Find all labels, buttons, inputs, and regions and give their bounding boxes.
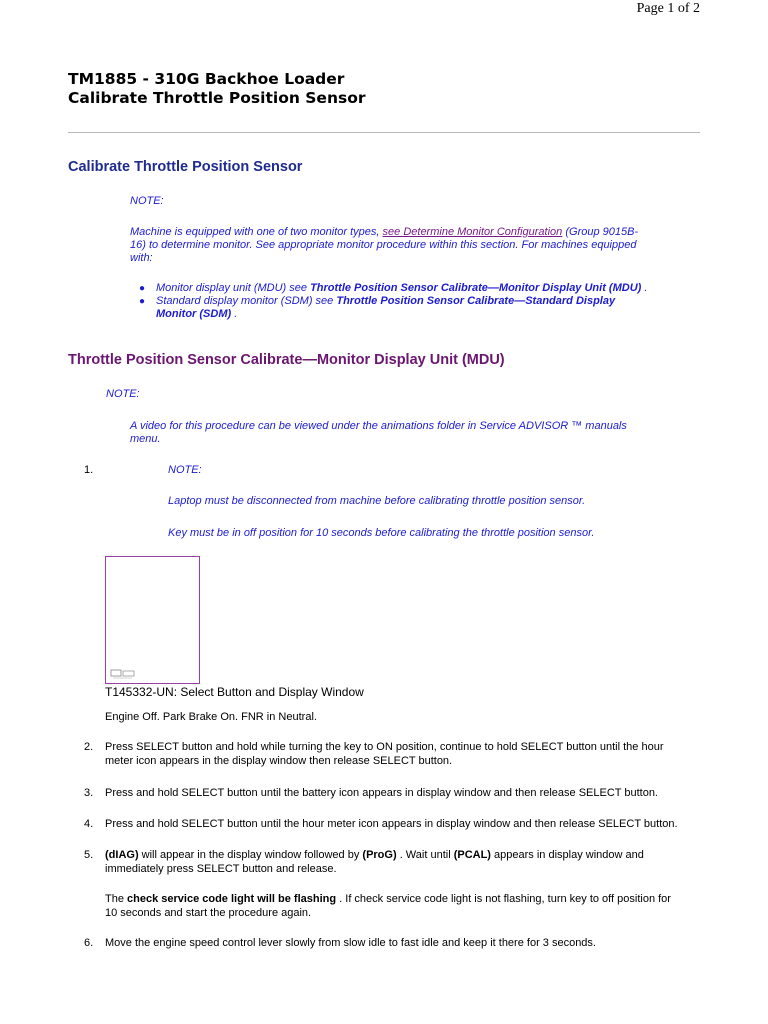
step-paragraph [105, 893, 705, 920]
bullet-text: Monitor display unit (MDU) see [156, 282, 311, 294]
sdm-procedure-link[interactable]: Throttle Position Sensor Calibrate—Standard Display [336, 295, 616, 307]
step-number: 1. [84, 464, 94, 476]
diag-code: (dIAG) [105, 849, 139, 861]
document-title-line1: TM1885 - 310G Backhoe Loader [68, 70, 345, 88]
step-fragment: will appear in the display window followed by [138, 849, 363, 861]
note-label: NOTE: [130, 195, 164, 207]
step-number: 5. [84, 849, 94, 861]
document-title-line2: Calibrate Throttle Position Sensor [68, 89, 366, 107]
monitor-note-intro: Machine is equipped with one of two monitor types, [130, 226, 383, 238]
step-number: 3. [84, 787, 94, 799]
key-note: Key must be in off position for 10 seconds before calibrating the throttle position sensor. [168, 527, 595, 539]
video-note [130, 420, 670, 446]
bullet-suffix: . [231, 308, 238, 320]
laptop-note: Laptop must be disconnected from machine before calibrating throttle position sensor. [168, 495, 586, 507]
step-line: immediately press SELECT button and release. [105, 862, 337, 875]
step-text [105, 849, 705, 876]
step-fragment: . Wait until [396, 849, 454, 861]
bullet-suffix: . [641, 282, 648, 294]
monitor-note-line3: with: [130, 252, 153, 264]
pre-step-text: Engine Off. Park Brake On. FNR in Neutral. [105, 711, 317, 723]
step-text: Press and hold SELECT button until the hour meter icon appears in display window and then release SELECT button. [105, 818, 678, 830]
pcal-code: (PCAL) [453, 849, 491, 861]
note-label: NOTE: [106, 388, 140, 400]
video-note-line2: menu. [130, 433, 161, 445]
bullet-text: Standard display monitor (SDM) see [156, 295, 337, 307]
monitor-type-list [128, 282, 656, 321]
mdu-procedure-link[interactable]: Throttle Position Sensor Calibrate—Monitor Display Unit (MDU) [310, 282, 642, 294]
video-note-line1: A video for this procedure can be viewed under the animations folder in Service ADVISOR ™ manuals [130, 420, 627, 432]
section-heading-mdu: Throttle Position Sensor Calibrate—Monitor Display Unit (MDU) [68, 352, 505, 368]
step-line: meter icon appears in the display window then release SELECT button. [105, 754, 453, 767]
section-heading-calibrate: Calibrate Throttle Position Sensor [68, 159, 303, 175]
figure-image [105, 556, 200, 684]
sdm-procedure-link-cont[interactable]: Monitor (SDM) [156, 308, 232, 320]
step-fragment: appears in display window and [490, 849, 644, 861]
title-divider [68, 132, 700, 133]
list-item [139, 295, 656, 321]
determine-monitor-link[interactable]: see Determine Monitor Configuration [382, 226, 563, 238]
step-fragment: . If check service code light is not flashing, turn key to off position for [336, 893, 671, 905]
monitor-note-line2: 16) to determine monitor. See appropriate monitor procedure within this section. For machines equipped [130, 239, 637, 251]
warning-text: check service code light will be flashing [127, 893, 337, 905]
bullet-icon: ● [139, 283, 146, 294]
note-label: NOTE: [168, 464, 202, 476]
list-item [139, 282, 656, 295]
step-number: 6. [84, 937, 94, 949]
step-text: Press and hold SELECT button until the battery icon appears in display window and then release SELECT button. [105, 787, 658, 799]
step-fragment: The [105, 893, 128, 905]
figure-caption: T145332-UN: Select Button and Display Window [105, 685, 364, 699]
monitor-note-group: (Group 9015B- [562, 226, 639, 238]
step-text [105, 741, 705, 768]
step-line: Press SELECT button and hold while turning the key to ON position, continue to hold SELECT button until the hour [105, 741, 664, 753]
document-title [68, 70, 366, 108]
bullet-icon: ● [139, 296, 146, 307]
step-number: 4. [84, 818, 94, 830]
monitor-note [130, 226, 660, 265]
step-text: Move the engine speed control lever slowly from slow idle to fast idle and keep it there for 3 seconds. [105, 937, 596, 949]
select-button-thumbnail-icon [110, 668, 136, 680]
prog-code: (ProG) [362, 849, 397, 861]
page-number: Page 1 of 2 [636, 1, 700, 16]
step-line: 10 seconds and start the procedure again. [105, 906, 312, 919]
step-number: 2. [84, 741, 94, 753]
